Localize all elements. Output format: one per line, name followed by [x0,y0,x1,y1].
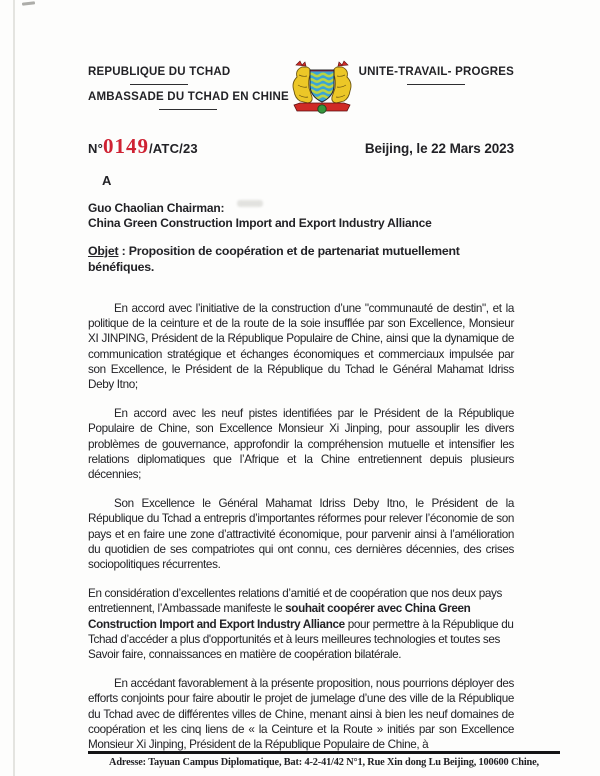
paragraph-2: En accord avec les neuf pistes identifiées par le Président de la République Populaire de Chine, son Excellence Monsieur Xi Jinping, pour assouplir les divers problèmes de gouvernance, approfondir la compréhension mutuelle et intensifier les relations diplomatiques que l’Afrique et la Chine entretiennent depuis plusieurs décennies; [88,407,514,482]
reference-number [88,136,198,157]
reference-suffix: /ATC/23 [149,141,198,156]
letter-content [88,66,514,752]
goat-supporter [293,61,312,103]
subject-separator: : [118,244,129,258]
paragraph-4-bold-partner: souhait coopérer avec China Green Construction Import and Export Industry Alliance [88,602,471,631]
national-motto: UNITE-TRAVAIL- PROGRES [358,66,514,78]
addressee-name: Guo Chaolian Chairman: [88,201,225,215]
letter-footer [88,751,560,768]
addressee-block [88,201,514,231]
paragraph-3: Son Excellence le Général Mahamat Idriss Deby Itno, le Président de la République du Tchad a entrepris d’importantes réformes pour relever l’économie de son pays et en faire une zone d’attractivité économique, pour parvenir ainsi à l’amélioration du quotidien de ses compatriotes qui ont connu, ces dernières décennies, des crises sociopolitiques récurrentes. [88,497,514,572]
divider-line [130,84,188,85]
chad-coat-of-arms-icon [286,59,358,117]
reference-number-red: 0149 [103,134,149,158]
place-and-date: Beijing, le 22 Mars 2023 [364,141,514,156]
addressee-organization: China Green Construction Import and Export Industry Alliance [88,216,432,230]
institution-block [88,91,289,110]
footer-divider-line [88,751,560,754]
letterhead [88,66,514,116]
salutation-letter: A [102,173,112,188]
paragraph-1: En accord avec l’initiative de la construction d’une "communauté de destin", et la politique de la ceinture et de la route de la soie insufflée par son Excellence, Monsieur XI JINPING, Président de la République Populaire de Chine, ainsi que la dynamique de communication stratégique et échanges économiques et commerciaux impulsée par son Excellence, le Président de la République du Tchad le Général Mahamat Idriss Deby Itno; [88,302,514,392]
subject-text: Proposition de coopération et de partenariat mutuellement bénéfiques. [88,244,460,274]
paragraph-4-pre: En considération d’excellentes relations d’amitié et de coopération que nos deux pays entretiennent, l’Ambassade manifeste le [88,587,503,616]
subject-line [88,243,514,275]
scan-edge-artifact [13,0,15,776]
footer-address: Adresse: Tayuan Campus Diplomatique, Bat: 4-2-41/42 N°1, Rue Xin dong Lu Beijing, 100600 Chine, [109,757,539,768]
divider-line [407,84,465,85]
divider-line [159,109,217,110]
letterhead-right [359,66,514,91]
paragraph-4 [88,586,514,662]
country-block [88,66,230,85]
letterhead-left [88,66,289,116]
scan-mark-artifact [22,1,35,5]
reference-row [88,136,514,157]
country-name: REPUBLIQUE DU TCHAD [88,66,231,78]
institution-name: AMBASSADE DU TCHAD EN CHINE [88,91,289,103]
paragraph-5: En accédant favorablement à la présente proposition, nous pourrions déployer des efforts conjoints pour faire aboutir le projet de jumelage d’une des ville de la République du Tchad avec de différentes villes de Chine, menant ainsi à bien les neuf domaines de coopération et les cinq liens de « la Ceinture et la Route » initiés par son Excellence Monsieur Xi Jinping, Président de la République Populaire de Chine, à [88,677,514,752]
medal-pendant [318,105,326,113]
reference-prefix: N° [88,141,103,156]
lion-supporter [332,61,351,103]
motto-ribbon [294,103,350,113]
subject-label: Objet [88,244,119,258]
paragraph-4-post: pour permettre à la République du Tchad d’accéder a plus d'opportunités et à leurs meilleures technologies et toutes ses Savoir faire, connaissances en matière de coopération bilatérale. [88,617,514,662]
